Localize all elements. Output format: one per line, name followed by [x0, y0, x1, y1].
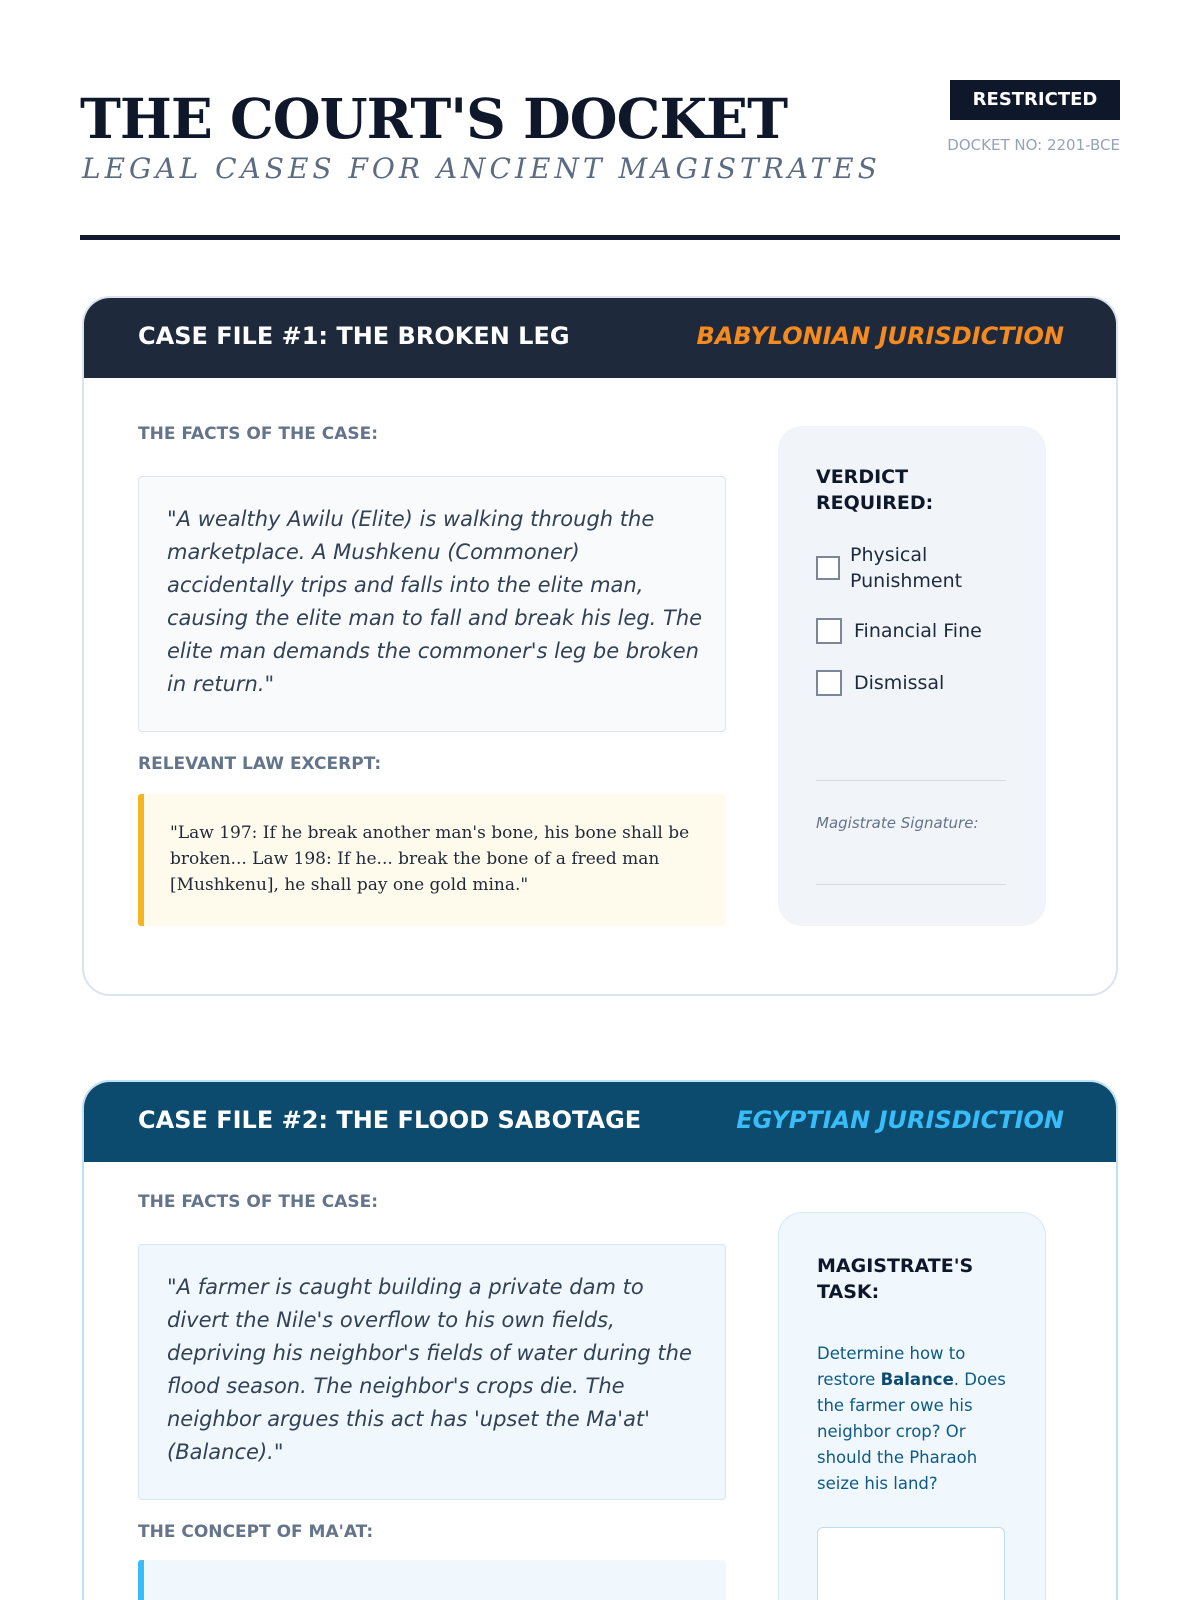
- signature-label: Magistrate Signature:: [816, 814, 979, 832]
- checkbox[interactable]: [816, 556, 840, 580]
- option-dismissal[interactable]: [816, 670, 1016, 696]
- facts-text: "A wealthy Awilu (Elite) is walking through the marketplace. A Mushkenu (Commoner) accidentally trips and falls into the elite man, causing the elite man to fall and break his leg. The elite man demands the commoner's leg be broken in return.": [138, 476, 726, 732]
- verdict-title: VERDICT REQUIRED:: [816, 466, 934, 514]
- law-excerpt-label: RELEVANT LAW EXCERPT:: [138, 754, 382, 774]
- task-title: MAGISTRATE'S TASK:: [817, 1255, 974, 1303]
- case-file-1: [82, 296, 1118, 996]
- task-text: Determine how to restore Balance. Does the farmer owe his neighbor crop? Or should the Pharaoh seize his land?: [817, 1344, 1006, 1493]
- facts-label: THE FACTS OF THE CASE:: [138, 424, 379, 444]
- docket-number: DOCKET NO: 2201-BCE: [947, 136, 1120, 154]
- case-file-2-jurisdiction: EGYPTIAN JURISDICTION: [736, 1106, 1064, 1134]
- page-title: THE COURT'S DOCKET: [80, 86, 788, 151]
- case-file-1-header: [84, 298, 1116, 378]
- option-label: Financial Fine: [854, 620, 982, 642]
- case-file-2: [82, 1080, 1118, 1600]
- checkbox[interactable]: [816, 670, 842, 696]
- checkbox[interactable]: [816, 618, 842, 644]
- facts-label: THE FACTS OF THE CASE:: [138, 1192, 379, 1212]
- answer-input-box[interactable]: [817, 1527, 1005, 1600]
- option-physical-punishment[interactable]: [816, 542, 1016, 594]
- case-file-2-title: CASE FILE #2: THE FLOOD SABOTAGE: [138, 1106, 642, 1134]
- case-file-1-jurisdiction: BABYLONIAN JURISDICTION: [696, 322, 1064, 350]
- maat-concept-box: [138, 1560, 726, 1600]
- option-label: Dismissal: [854, 672, 945, 694]
- facts-text: "A farmer is caught building a private dam to divert the Nile's overflow to his own fields, depriving his neighbor's fields of water during the flood season. The neighbor's crops die. The neighbor argues this act has 'upset the Ma'at' (Balance).": [138, 1244, 726, 1500]
- option-financial-fine[interactable]: [816, 618, 1016, 644]
- verdict-panel: [778, 426, 1046, 926]
- option-label: Physical Punishment: [850, 544, 963, 592]
- task-panel: [778, 1212, 1046, 1600]
- case-file-1-title: CASE FILE #1: THE BROKEN LEG: [138, 322, 570, 350]
- maat-concept-label: THE CONCEPT OF MA'AT:: [138, 1522, 374, 1542]
- case-file-2-header: [84, 1082, 1116, 1162]
- law-excerpt-text: "Law 197: If he break another man's bone, his bone shall be broken... Law 198: If he... break the bone of a freed man [Mushkenu], he shall pay one gold mina.": [138, 794, 726, 926]
- page-subtitle: LEGAL CASES FOR ANCIENT MAGISTRATES: [82, 152, 881, 185]
- page-header: [80, 80, 1120, 240]
- signature-line[interactable]: [816, 884, 1006, 885]
- divider: [816, 780, 1006, 781]
- restricted-badge: RESTRICTED: [950, 80, 1120, 120]
- balance-term: Balance: [880, 1370, 954, 1389]
